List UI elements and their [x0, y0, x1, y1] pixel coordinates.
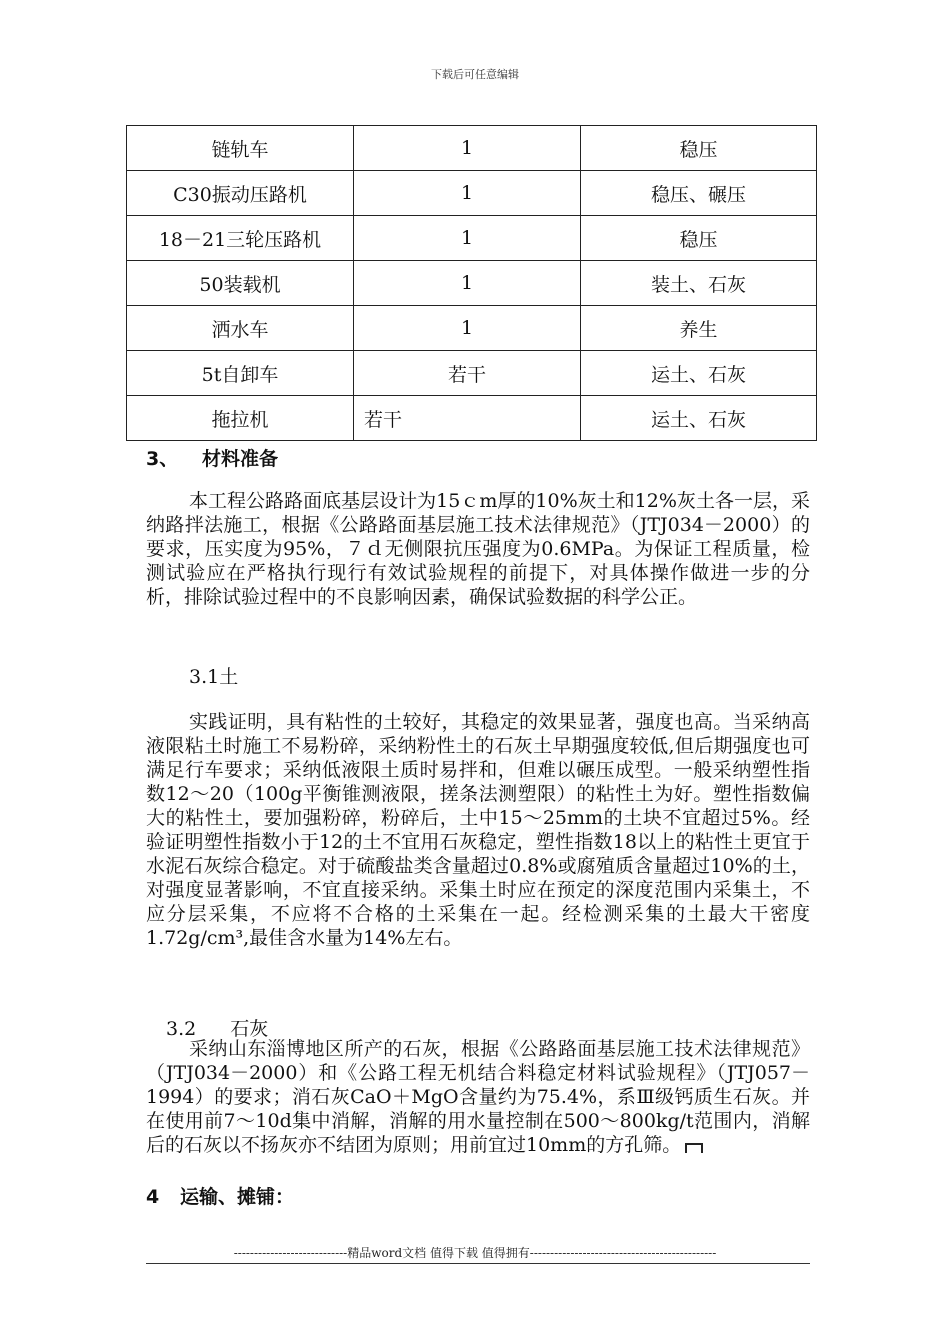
soil-heading: 3.1土: [189, 666, 239, 688]
table-cell-qty: 1: [354, 261, 581, 306]
footer-rule: [146, 1263, 810, 1264]
lime-heading-number: 3.2: [166, 1018, 197, 1040]
table-cell-qty: 1: [354, 306, 581, 351]
table-cell-use: 稳压、碾压: [581, 171, 817, 216]
table-cell-name: 链轨车: [127, 126, 354, 171]
table-cell-name: 拖拉机: [127, 396, 354, 441]
table-cell-qty: 1: [354, 126, 581, 171]
table-cell-name: 18－21三轮压路机: [127, 216, 354, 261]
table-row: [127, 396, 817, 441]
table-row: [127, 351, 817, 396]
table-cell-use: 稳压: [581, 126, 817, 171]
table-cell-use: 装土、石灰: [581, 261, 817, 306]
header-note: 下载后可任意编辑: [431, 68, 519, 81]
table-cell-qty: 若干: [354, 396, 581, 441]
table-cell-name: C30振动压路机: [127, 171, 354, 216]
section-3-title: 材料准备: [202, 448, 279, 470]
paragraph-mark-icon: [685, 1143, 703, 1153]
table-cell-name: 50装载机: [127, 261, 354, 306]
table-cell-use: 养生: [581, 306, 817, 351]
equipment-table-body: [127, 126, 817, 441]
equipment-table: [126, 125, 817, 441]
lime-paragraph: [146, 1037, 810, 1157]
table-row: [127, 171, 817, 216]
lime-heading-title: 石灰: [230, 1018, 269, 1040]
footer-note: ----------------------------精品word文档 值得下载 值得拥有----------------------------------------------: [233, 1246, 717, 1260]
section-3-intro: 本工程公路路面底基层设计为15ｃm厚的10%灰土和12%灰土各一层，采纳路拌法施工，根据《公路路面基层施工技术法律规范》（JTJ034－2000）的要求，压实度为95%，７ｄ无侧限抗压强度为0.6MPa。为保证工程质量，检测试验应在严格执行现行有效试验规程的前提下，对具体操作做进一步的分析，排除试验过程中的不良影响因素，确保试验数据的科学公正。: [146, 490, 810, 608]
table-cell-use: 运土、石灰: [581, 396, 817, 441]
table-cell-qty: 1: [354, 171, 581, 216]
table-row: [127, 216, 817, 261]
table-cell-qty: 若干: [354, 351, 581, 396]
soil-paragraph: 实践证明，具有粘性的土较好，其稳定的效果显著，强度也高。当采纳高液限粘土时施工不易粉碎，采纳粉性土的石灰土早期强度较低,但后期强度也可满足行车要求；采纳低液限土质时易拌和，但难以碾压成型。一般采纳塑性指数12～20（100g平衡锥测液限，搓条法测塑限）的粘性土为好。塑性指数偏大的粘性土，要加强粉碎，粉碎后，土中15～25mm的土块不宜超过5%。经验证明塑性指数小于12的土不宜用石灰稳定，塑性指数18以上的粘性土更宜于水泥石灰综合稳定。对于硫酸盐类含量超过0.8%或腐殖质含量超过10%的土，对强度显著影响，不宜直接采纳。采集土时应在预定的深度范围内采集土，不应分层采集，不应将不合格的土采集在一起。经检测采集的土最大干密度1.72g/cm³,最佳含水量为14%左右。: [146, 711, 810, 949]
section-3-heading: [146, 444, 278, 471]
table-row: [127, 126, 817, 171]
section-4-title: 运输、摊铺：: [180, 1186, 295, 1208]
table-cell-qty: 1: [354, 216, 581, 261]
lime-text: 采纳山东淄博地区所产的石灰，根据《公路路面基层施工技术法律规范》（JTJ034－2000）和《公路工程无机结合料稳定材料试验规程》（JTJ057－1994）的要求；消石灰CaO＋MgO含量约为75.4%，系Ⅲ级钙质生石灰。并在使用前7～10d集中消解，消解的用水量控制在500～800kg/t范围内，消解后的石灰以不扬灰亦不结团为原则；用前宜过10mm的方孔筛。: [146, 1038, 810, 1156]
table-cell-use: 运土、石灰: [581, 351, 817, 396]
section-4-heading: [146, 1182, 294, 1209]
table-row: [127, 306, 817, 351]
section-4-number: 4: [146, 1186, 160, 1208]
table-cell-name: 洒水车: [127, 306, 354, 351]
section-3-number: 3、: [146, 448, 179, 470]
table-row: [127, 261, 817, 306]
table-cell-name: 5t自卸车: [127, 351, 354, 396]
table-cell-use: 稳压: [581, 216, 817, 261]
